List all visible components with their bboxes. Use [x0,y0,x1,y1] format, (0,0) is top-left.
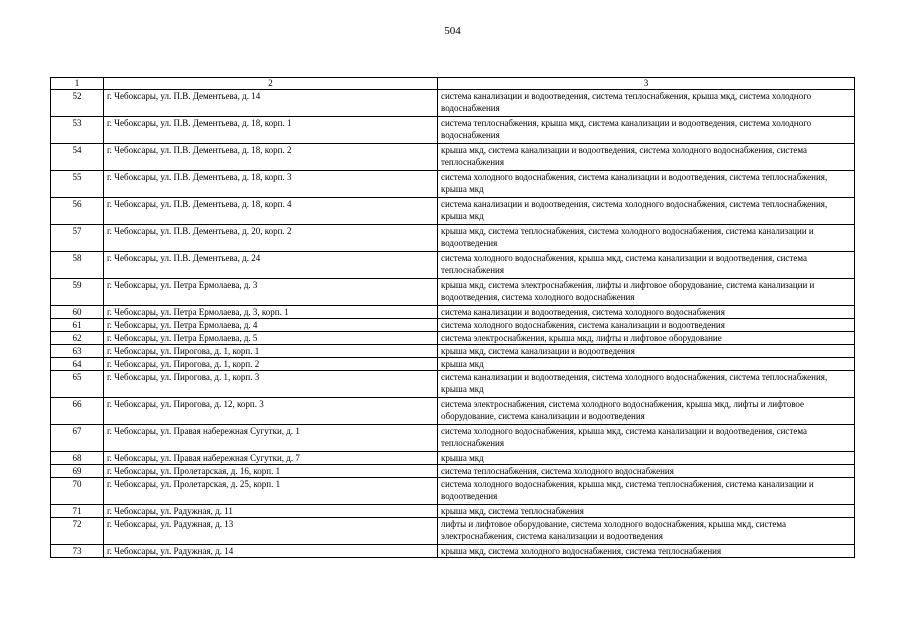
address-cell: г. Чебоксары, ул. Пирогова, д. 12, корп. 3 [104,398,438,425]
systems-cell: система электроснабжения, крыша мкд, лифты и лифтовое оборудование [438,332,855,345]
table-row [51,545,855,558]
row-number-cell: 62 [51,332,104,345]
table-row [51,252,855,279]
table-row [51,505,855,518]
systems-cell: система канализации и водоотведения, система холодного водоснабжения, система теплоснабжения, крыша мкд [438,198,855,225]
table-row [51,306,855,319]
row-number-cell: 55 [51,171,104,198]
row-number-cell: 59 [51,279,104,306]
row-number-cell: 67 [51,425,104,452]
systems-cell: система холодного водоснабжения, система канализации и водоотведения [438,319,855,332]
systems-cell: крыша мкд, система теплоснабжения, система холодного водоснабжения, система канализации и водоотведения [438,225,855,252]
table-row [51,465,855,478]
systems-cell: система холодного водоснабжения, крыша мкд, система канализации и водоотведения, система теплоснабжения [438,252,855,279]
row-number-cell: 60 [51,306,104,319]
row-number-cell: 71 [51,505,104,518]
row-number-cell: 58 [51,252,104,279]
header-cell-number: 1 [51,78,104,90]
systems-cell: система электроснабжения, система холодного водоснабжения, крыша мкд, лифты и лифтовое оборудование, система канализации и водоотведения [438,398,855,425]
systems-cell: система холодного водоснабжения, крыша мкд, система канализации и водоотведения, система теплоснабжения [438,425,855,452]
systems-cell: система канализации и водоотведения, система холодного водоснабжения [438,306,855,319]
table-row [51,358,855,371]
table-row [51,332,855,345]
table-row [51,279,855,306]
address-cell: г. Чебоксары, ул. Петра Ермолаева, д. 3 [104,279,438,306]
address-cell: г. Чебоксары, ул. Петра Ермолаева, д. 3, корп. 1 [104,306,438,319]
address-cell: г. Чебоксары, ул. П.В. Дементьева, д. 20, корп. 2 [104,225,438,252]
address-cell: г. Чебоксары, ул. Радужная, д. 14 [104,545,438,558]
address-cell: г. Чебоксары, ул. П.В. Дементьева, д. 18, корп. 2 [104,144,438,171]
row-number-cell: 64 [51,358,104,371]
row-number-cell: 56 [51,198,104,225]
table-row [51,371,855,398]
table-row [51,345,855,358]
table-row [51,117,855,144]
systems-cell: крыша мкд, система канализации и водоотведения [438,345,855,358]
table-body [51,90,855,558]
address-cell: г. Чебоксары, ул. Петра Ермолаева, д. 5 [104,332,438,345]
table-row [51,398,855,425]
address-cell: г. Чебоксары, ул. Правая набережная Сугутки, д. 7 [104,452,438,465]
address-cell: г. Чебоксары, ул. П.В. Дементьева, д. 14 [104,90,438,117]
row-number-cell: 65 [51,371,104,398]
address-cell: г. Чебоксары, ул. Пирогова, д. 1, корп. 2 [104,358,438,371]
systems-cell: система холодного водоснабжения, система канализации и водоотведения, система теплоснабжения, крыша мкд [438,171,855,198]
row-number-cell: 53 [51,117,104,144]
row-number-cell: 73 [51,545,104,558]
row-number-cell: 68 [51,452,104,465]
systems-cell: лифты и лифтовое оборудование, система холодного водоснабжения, крыша мкд, система электроснабжения, система канализации и водоотведения [438,518,855,545]
row-number-cell: 57 [51,225,104,252]
systems-cell: крыша мкд, система электроснабжения, лифты и лифтовое оборудование, система канализации и водоотведения, система холодного водоснабжения [438,279,855,306]
systems-cell: система холодного водоснабжения, крыша мкд, система теплоснабжения, система канализации и водоотведения [438,478,855,505]
systems-cell: крыша мкд, система холодного водоснабжения, система теплоснабжения [438,545,855,558]
systems-cell: система канализации и водоотведения, система холодного водоснабжения, система теплоснабжения, крыша мкд [438,371,855,398]
table-row [51,225,855,252]
systems-cell: система теплоснабжения, крыша мкд, система канализации и водоотведения, система холодного водоснабжения [438,117,855,144]
address-cell: г. Чебоксары, ул. Пирогова, д. 1, корп. 3 [104,371,438,398]
systems-cell: крыша мкд [438,452,855,465]
table-row [51,452,855,465]
address-cell: г. Чебоксары, ул. Петра Ермолаева, д. 4 [104,319,438,332]
table-row [51,144,855,171]
table-row [51,198,855,225]
systems-cell: система теплоснабжения, система холодного водоснабжения [438,465,855,478]
systems-cell: система канализации и водоотведения, система теплоснабжения, крыша мкд, система холодного водоснабжения [438,90,855,117]
address-cell: г. Чебоксары, ул. П.В. Дементьева, д. 24 [104,252,438,279]
table-row [51,478,855,505]
header-cell-systems: 3 [438,78,855,90]
table-row [51,171,855,198]
row-number-cell: 66 [51,398,104,425]
systems-cell: крыша мкд [438,358,855,371]
row-number-cell: 70 [51,478,104,505]
address-cell: г. Чебоксары, ул. П.В. Дементьева, д. 18, корп. 1 [104,117,438,144]
page-number: 504 [444,25,461,37]
systems-cell: крыша мкд, система канализации и водоотведения, система холодного водоснабжения, система теплоснабжения [438,144,855,171]
systems-cell: крыша мкд, система теплоснабжения [438,505,855,518]
address-cell: г. Чебоксары, ул. Радужная, д. 11 [104,505,438,518]
address-cell: г. Чебоксары, ул. Пирогова, д. 1, корп. 1 [104,345,438,358]
table-row [51,319,855,332]
row-number-cell: 69 [51,465,104,478]
address-cell: г. Чебоксары, ул. П.В. Дементьева, д. 18, корп. 4 [104,198,438,225]
row-number-cell: 54 [51,144,104,171]
table-row [51,518,855,545]
table-row [51,90,855,117]
table-row [51,425,855,452]
address-cell: г. Чебоксары, ул. П.В. Дементьева, д. 18, корп. 3 [104,171,438,198]
housing-table [50,77,855,558]
address-cell: г. Чебоксары, ул. Пролетарская, д. 16, корп. 1 [104,465,438,478]
row-number-cell: 72 [51,518,104,545]
header-row [51,78,855,90]
address-cell: г. Чебоксары, ул. Правая набережная Сугутки, д. 1 [104,425,438,452]
address-cell: г. Чебоксары, ул. Пролетарская, д. 25, корп. 1 [104,478,438,505]
row-number-cell: 52 [51,90,104,117]
header-cell-address: 2 [104,78,438,90]
address-cell: г. Чебоксары, ул. Радужная, д. 13 [104,518,438,545]
row-number-cell: 61 [51,319,104,332]
row-number-cell: 63 [51,345,104,358]
